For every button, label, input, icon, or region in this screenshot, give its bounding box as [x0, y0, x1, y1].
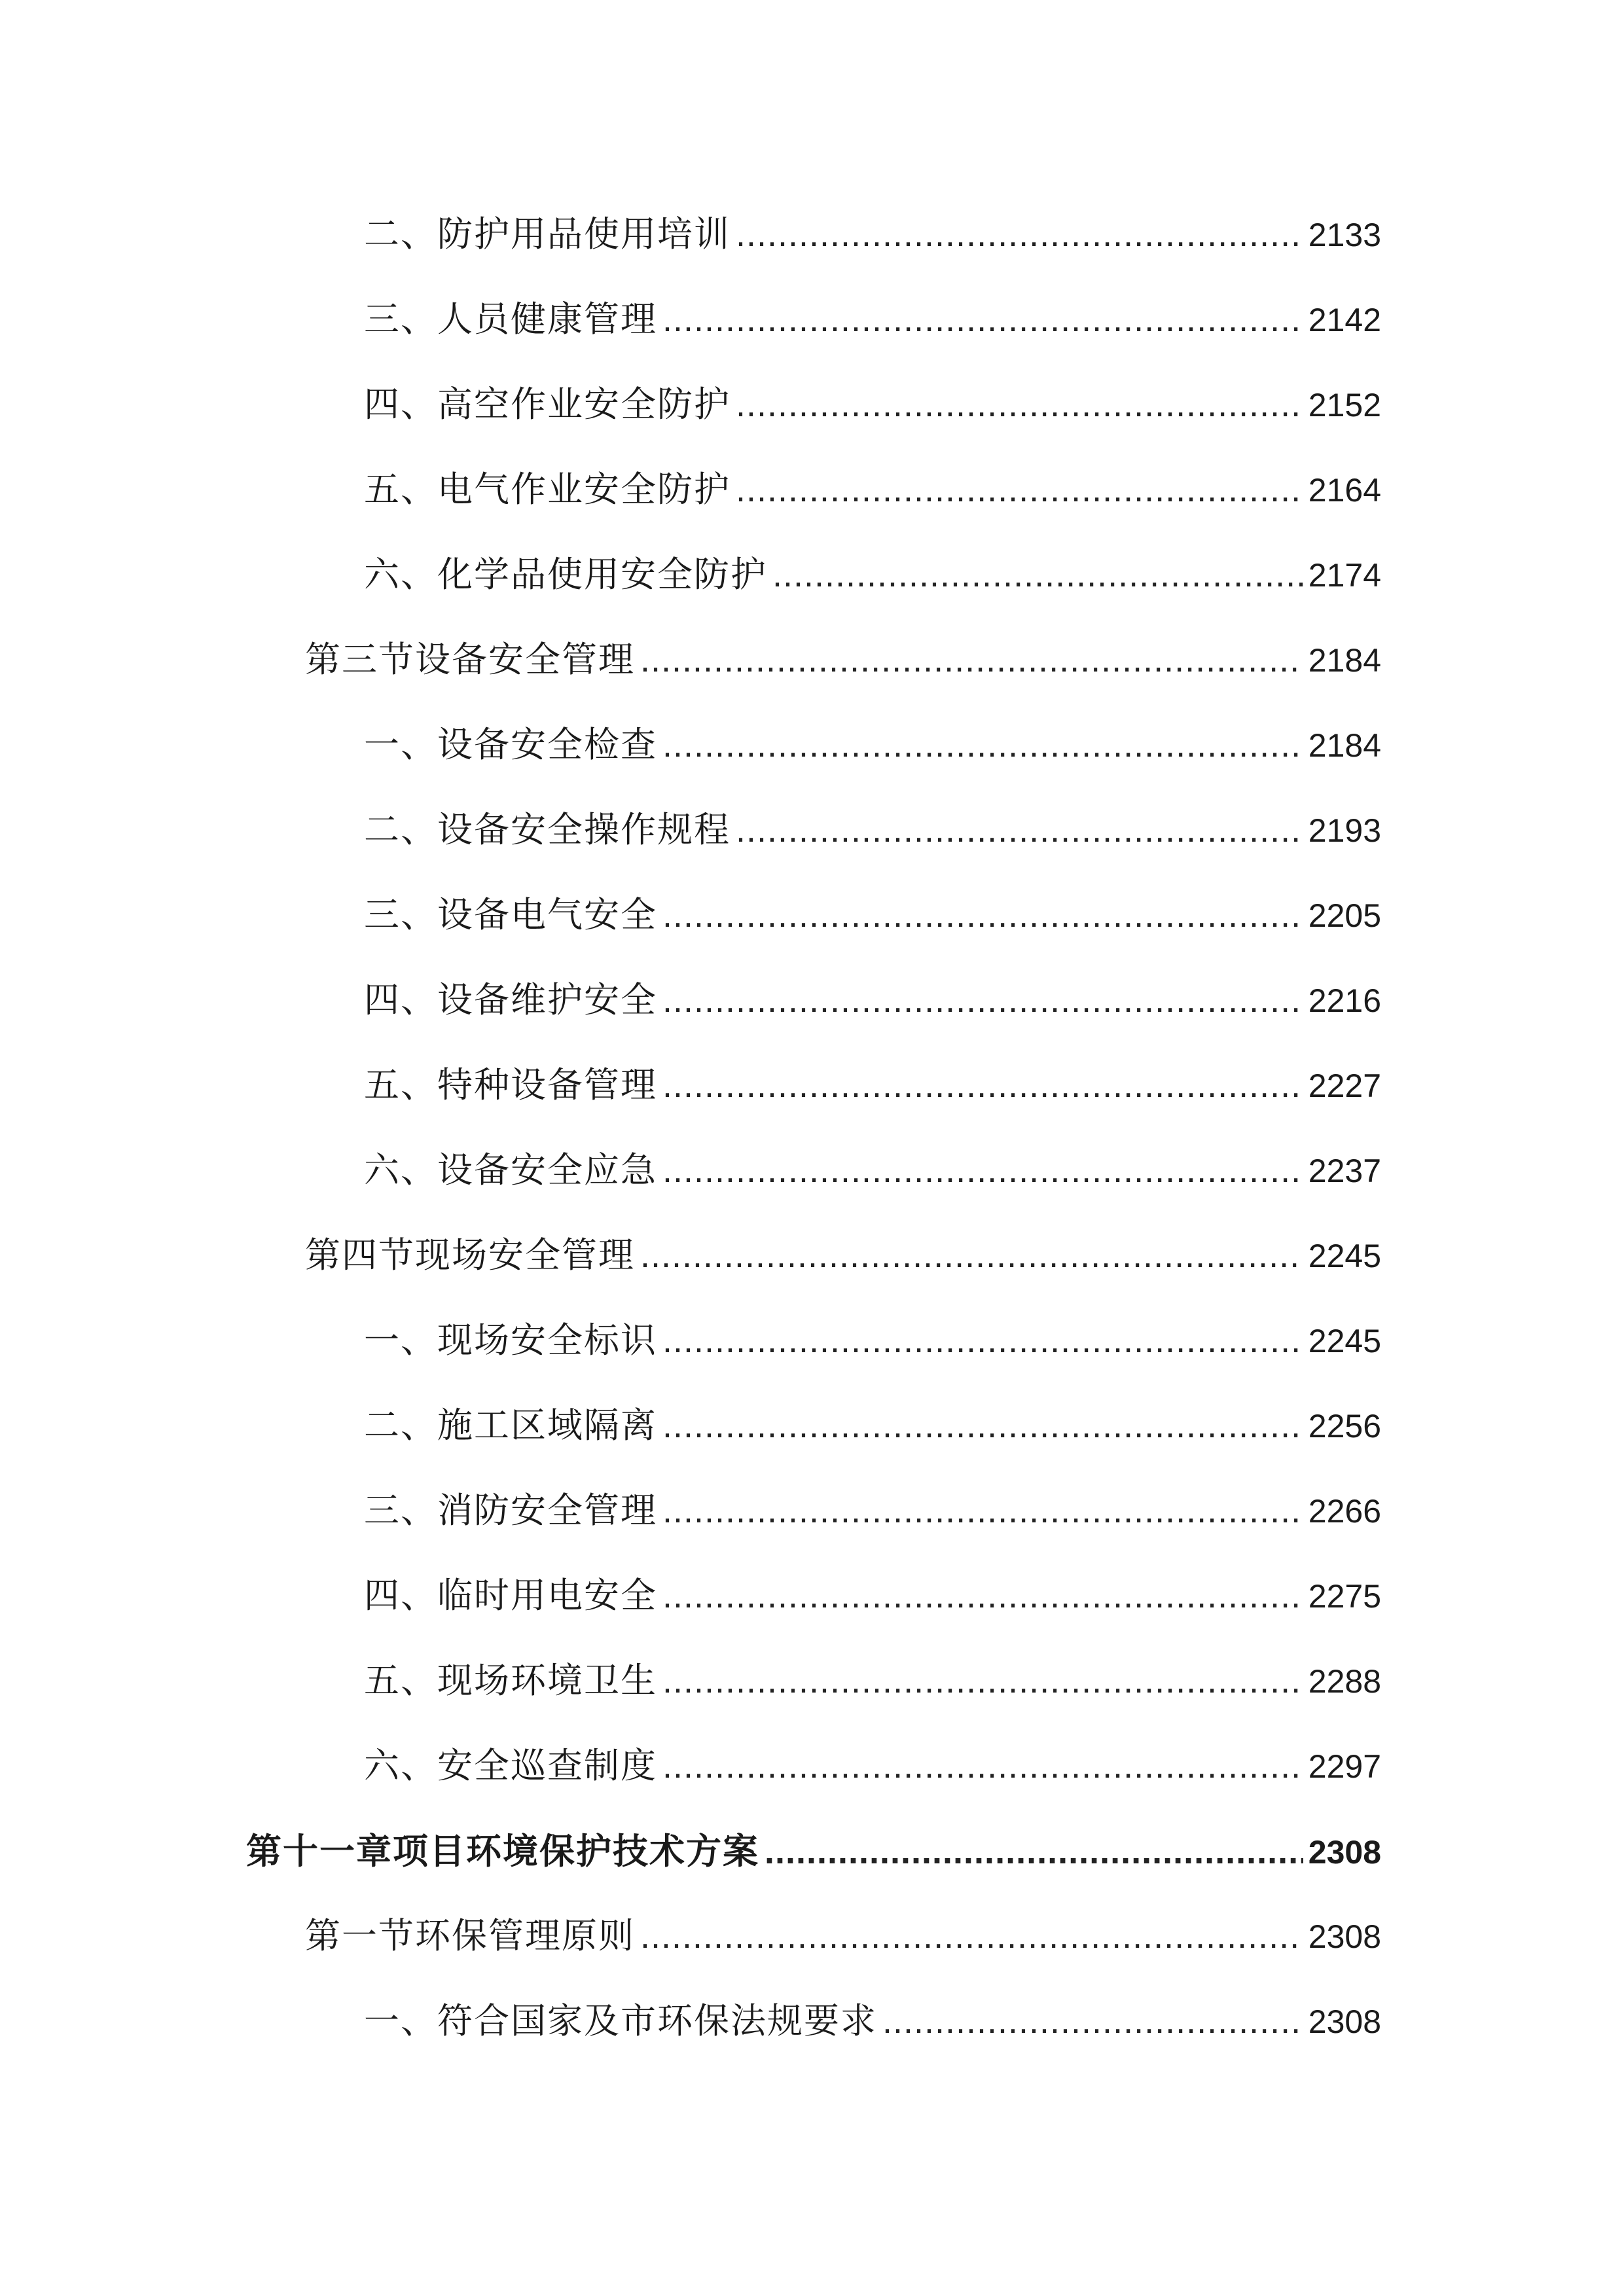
- toc-dot-leader: [662, 1144, 1303, 1196]
- toc-entry[interactable]: [364, 1399, 1381, 1452]
- toc-entry-page-number: 2245: [1308, 1238, 1381, 1274]
- toc-entry-page-number: 2308: [1308, 1918, 1381, 1955]
- toc-dot-leader: [765, 1825, 1303, 1878]
- toc-entry-page-number: 2193: [1308, 812, 1381, 849]
- toc-section-entry[interactable]: [305, 1910, 1381, 1962]
- toc-dot-leader: [662, 1484, 1303, 1537]
- toc-dot-leader: [736, 463, 1303, 516]
- toc-entry-title: 五、现场环境卫生: [364, 1660, 657, 1701]
- toc-entry-page-number: 2133: [1308, 217, 1381, 253]
- toc-entry[interactable]: [364, 1740, 1381, 1792]
- toc-entry-page-number: 2245: [1308, 1323, 1381, 1359]
- toc-entry-title: 第三节设备安全管理: [305, 639, 635, 680]
- toc-entry[interactable]: [364, 974, 1381, 1026]
- toc-dot-leader: [640, 634, 1303, 686]
- toc-entry-title: 五、电气作业安全防护: [364, 469, 731, 510]
- toc-entry-page-number: 2266: [1308, 1493, 1381, 1530]
- toc-entry-page-number: 2184: [1308, 642, 1381, 679]
- toc-chapter-entry[interactable]: [246, 1825, 1381, 1877]
- toc-dot-leader: [662, 889, 1303, 941]
- toc-entry-page-number: 2256: [1308, 1408, 1381, 1444]
- toc-entry-page-number: 2142: [1308, 302, 1381, 338]
- toc-entry-title: 六、安全巡查制度: [364, 1745, 657, 1786]
- toc-entry-title: 一、现场安全标识: [364, 1319, 657, 1361]
- toc-dot-leader: [736, 804, 1303, 856]
- toc-entry-page-number: 2237: [1308, 1153, 1381, 1189]
- toc-entry-page-number: 2152: [1308, 387, 1381, 423]
- toc-entry-title: 二、施工区域隔离: [364, 1405, 657, 1446]
- toc-entry-page-number: 2308: [1308, 1834, 1381, 1871]
- toc-entry[interactable]: [364, 1995, 1381, 2047]
- toc-entry-page-number: 2288: [1308, 1663, 1381, 1700]
- toc-entry[interactable]: [364, 1570, 1381, 1622]
- toc-entry-title: 四、临时用电安全: [364, 1575, 657, 1616]
- toc-dot-leader: [662, 719, 1303, 771]
- toc-dot-leader: [736, 378, 1303, 431]
- toc-entry-page-number: 2174: [1308, 557, 1381, 594]
- toc-entry[interactable]: [364, 804, 1381, 856]
- toc-entry-title: 二、防护用品使用培训: [364, 213, 731, 255]
- toc-entry[interactable]: [364, 548, 1381, 601]
- toc-entry-page-number: 2297: [1308, 1748, 1381, 1785]
- toc-dot-leader: [662, 1399, 1303, 1452]
- toc-dot-leader: [662, 1059, 1303, 1111]
- toc-section-entry[interactable]: [305, 1229, 1381, 1282]
- toc-entry-title: 三、设备电气安全: [364, 894, 657, 935]
- toc-dot-leader: [662, 1655, 1303, 1707]
- toc-entry[interactable]: [364, 463, 1381, 516]
- toc-entry-title: 三、人员健康管理: [364, 298, 657, 340]
- toc-entry-title: 一、设备安全检查: [364, 724, 657, 765]
- toc-entry[interactable]: [364, 378, 1381, 431]
- toc-entry-page-number: 2227: [1308, 1067, 1381, 1104]
- toc-entry-page-number: 2184: [1308, 727, 1381, 764]
- toc-entry-title: 五、特种设备管理: [364, 1064, 657, 1105]
- toc-dot-leader: [662, 293, 1303, 346]
- toc-dot-leader: [662, 1740, 1303, 1792]
- toc-entry[interactable]: [364, 293, 1381, 346]
- toc-entry[interactable]: [364, 889, 1381, 941]
- toc-entry-page-number: 2216: [1308, 982, 1381, 1019]
- toc-entry[interactable]: [364, 1059, 1381, 1111]
- toc-section-entry[interactable]: [305, 634, 1381, 686]
- toc-entry-page-number: 2164: [1308, 472, 1381, 509]
- toc-entry[interactable]: [364, 1144, 1381, 1196]
- toc-entry-title: 第十一章项目环境保护技术方案: [246, 1830, 759, 1872]
- toc-dot-leader: [662, 1314, 1303, 1367]
- toc-entry[interactable]: [364, 208, 1381, 260]
- toc-entry-title: 六、化学品使用安全防护: [364, 554, 767, 595]
- toc-dot-leader: [772, 548, 1303, 601]
- toc-entry[interactable]: [364, 1655, 1381, 1707]
- toc-entry-page-number: 2275: [1308, 1578, 1381, 1615]
- toc-dot-leader: [640, 1229, 1303, 1282]
- toc-entry-title: 三、消防安全管理: [364, 1490, 657, 1531]
- toc-entry[interactable]: [364, 1484, 1381, 1537]
- toc-entry[interactable]: [364, 1314, 1381, 1367]
- toc-entry[interactable]: [364, 719, 1381, 771]
- toc-entry-page-number: 2205: [1308, 897, 1381, 934]
- toc-dot-leader: [736, 208, 1303, 260]
- toc-entry-title: 第四节现场安全管理: [305, 1234, 635, 1276]
- toc-dot-leader: [640, 1910, 1303, 1962]
- toc-dot-leader: [662, 974, 1303, 1026]
- toc-entry-title: 四、设备维护安全: [364, 979, 657, 1020]
- toc-entry-title: 一、符合国家及市环保法规要求: [364, 2000, 877, 2041]
- toc-entry-title: 第一节环保管理原则: [305, 1915, 635, 1956]
- toc-entry-title: 六、设备安全应急: [364, 1149, 657, 1191]
- toc-dot-leader: [662, 1570, 1303, 1622]
- toc-entry-page-number: 2308: [1308, 2003, 1381, 2040]
- toc-entry-title: 二、设备安全操作规程: [364, 809, 731, 850]
- toc-dot-leader: [882, 1995, 1303, 2047]
- toc-entry-title: 四、高空作业安全防护: [364, 384, 731, 425]
